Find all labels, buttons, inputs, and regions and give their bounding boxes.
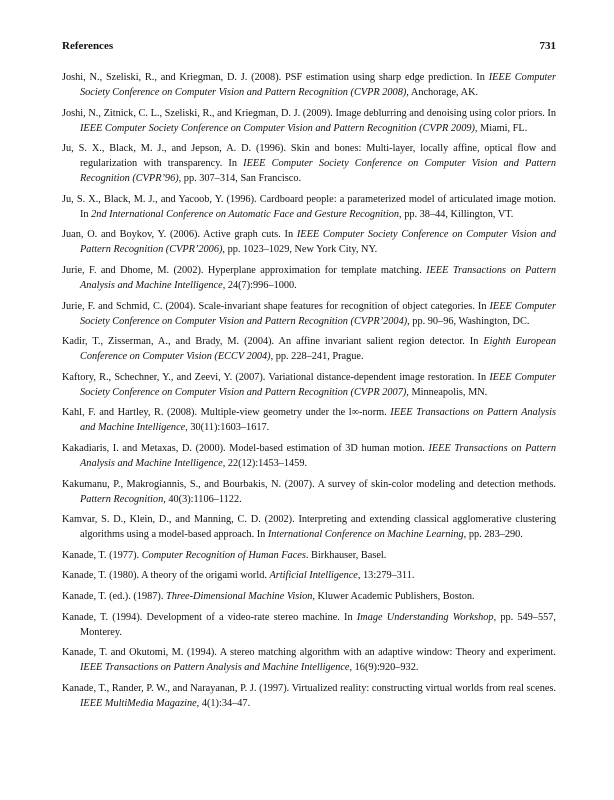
page-number: 731 <box>539 40 556 52</box>
reference-entry: Joshi, N., Szeliski, R., and Kriegman, D. J. (2008). PSF estimation using sharp edge prediction. In IEEE Computer Society Conference on Computer Vision and Pattern Recognition (CVPR 2008), Anchorage, AK. <box>62 72 556 98</box>
reference-entry: Juan, O. and Boykov, Y. (2006). Active graph cuts. In IEEE Computer Society Conference on Computer Vision and Pattern Recognition (CVPR’2006), pp. 1023–1029, New York City, NY. <box>62 229 556 256</box>
reference-entry: Kanade, T. (1977). Computer Recognition of Human Faces. Birkhauser, Basel. <box>62 549 387 561</box>
reference-entry: Kadir, T., Zisserman, A., and Brady, M. (2004). An affine invariant salient region detector. In Eighth European Conference on Computer Vision (ECCV 2004), pp. 228–241, Prague. <box>62 336 556 363</box>
reference-entry: Kaftory, R., Schechner, Y., and Zeevi, Y. (2007). Variational distance-dependent image restoration. In IEEE Computer Society Conference on Computer Vision and Pattern Recognition (CVPR 2007), Minneapolis, MN. <box>62 371 556 398</box>
reference-entry: Kanade, T. (1994). Development of a video-rate stereo machine. In Image Understanding Workshop, pp. 549–557, Monterey. <box>62 611 557 638</box>
section-title: References <box>62 40 114 52</box>
reference-entry: Kakadiaris, I. and Metaxas, D. (2000). Model-based estimation of 3D human motion. IEEE Transactions on Pattern Analysis and Machine Intelligence, 22(12):1453–1459. <box>62 442 556 469</box>
reference-entry: Kamvar, S. D., Klein, D., and Manning, C. D. (2002). Interpreting and extending classical agglomerative clustering algorithms using a model-based approach. In International Conference on Machine Learning, pp. 283–290. <box>62 514 556 541</box>
reference-entry: Ju, S. X., Black, M. J., and Yacoob, Y. (1996). Cardboard people: a parameterized model of articulated image motion. In 2nd International Conference on Automatic Face and Gesture Recognition, pp. 38–44, Killington, VT. <box>62 193 556 220</box>
reference-entry: Kanade, T. and Okutomi, M. (1994). A stereo matching algorithm with an adaptive window: Theory and experiment. IEEE Transactions on Pattern Analysis and Machine Intelligence, 16(9):920–932. <box>62 647 556 674</box>
running-header <box>62 40 556 52</box>
reference-entry: Joshi, N., Zitnick, C. L., Szeliski, R., and Kriegman, D. J. (2009). Image deblurring and denoising using color priors. In IEEE Computer Society Conference on Computer Vision and Pattern Recognition (CVPR 2009), Miami, FL. <box>62 107 556 134</box>
reference-entry: Kakumanu, P., Makrogiannis, S., and Bourbakis, N. (2007). A survey of skin-color modeling and detection methods. Pattern Recognition, 40(3):1106–1122. <box>62 478 556 505</box>
reference-entry: Kahl, F. and Hartley, R. (2008). Multiple-view geometry under the l∞-norm. IEEE Transactions on Pattern Analysis and Machine Intelligence, 30(11):1603–1617. <box>62 407 556 434</box>
reference-entry: Jurie, F. and Dhome, M. (2002). Hyperplane approximation for template matching. IEEE Transactions on Pattern Analysis and Machine Intelligence, 24(7):996–1000. <box>62 264 556 291</box>
reference-entry: Jurie, F. and Schmid, C. (2004). Scale-invariant shape features for recognition of object categories. In IEEE Computer Society Conference on Computer Vision and Pattern Recognition (CVPR’2004), pp. 90–96, Washington, DC. <box>62 300 556 327</box>
reference-entry: Ju, S. X., Black, M. J., and Jepson, A. D. (1996). Skin and bones: Multi-layer, locally affine, optical flow and regularization with transparency. In IEEE Computer Society Conference on Computer Vision and Pattern Recognition (CVPR’96), pp. 307–314, San Francisco. <box>62 143 556 185</box>
reference-entry: Kanade, T., Rander, P. W., and Narayanan, P. J. (1997). Virtualized reality: constructing virtual worlds from real scenes. IEEE MultiMedia Magazine, 4(1):34–47. <box>62 682 556 709</box>
reference-entry: Kanade, T. (1980). A theory of the origami world. Artificial Intelligence, 13:279–311. <box>62 570 415 582</box>
reference-entry: Kanade, T. (ed.). (1987). Three-Dimensional Machine Vision, Kluwer Academic Publishers, Boston. <box>62 590 475 602</box>
reference-list <box>62 70 556 716</box>
